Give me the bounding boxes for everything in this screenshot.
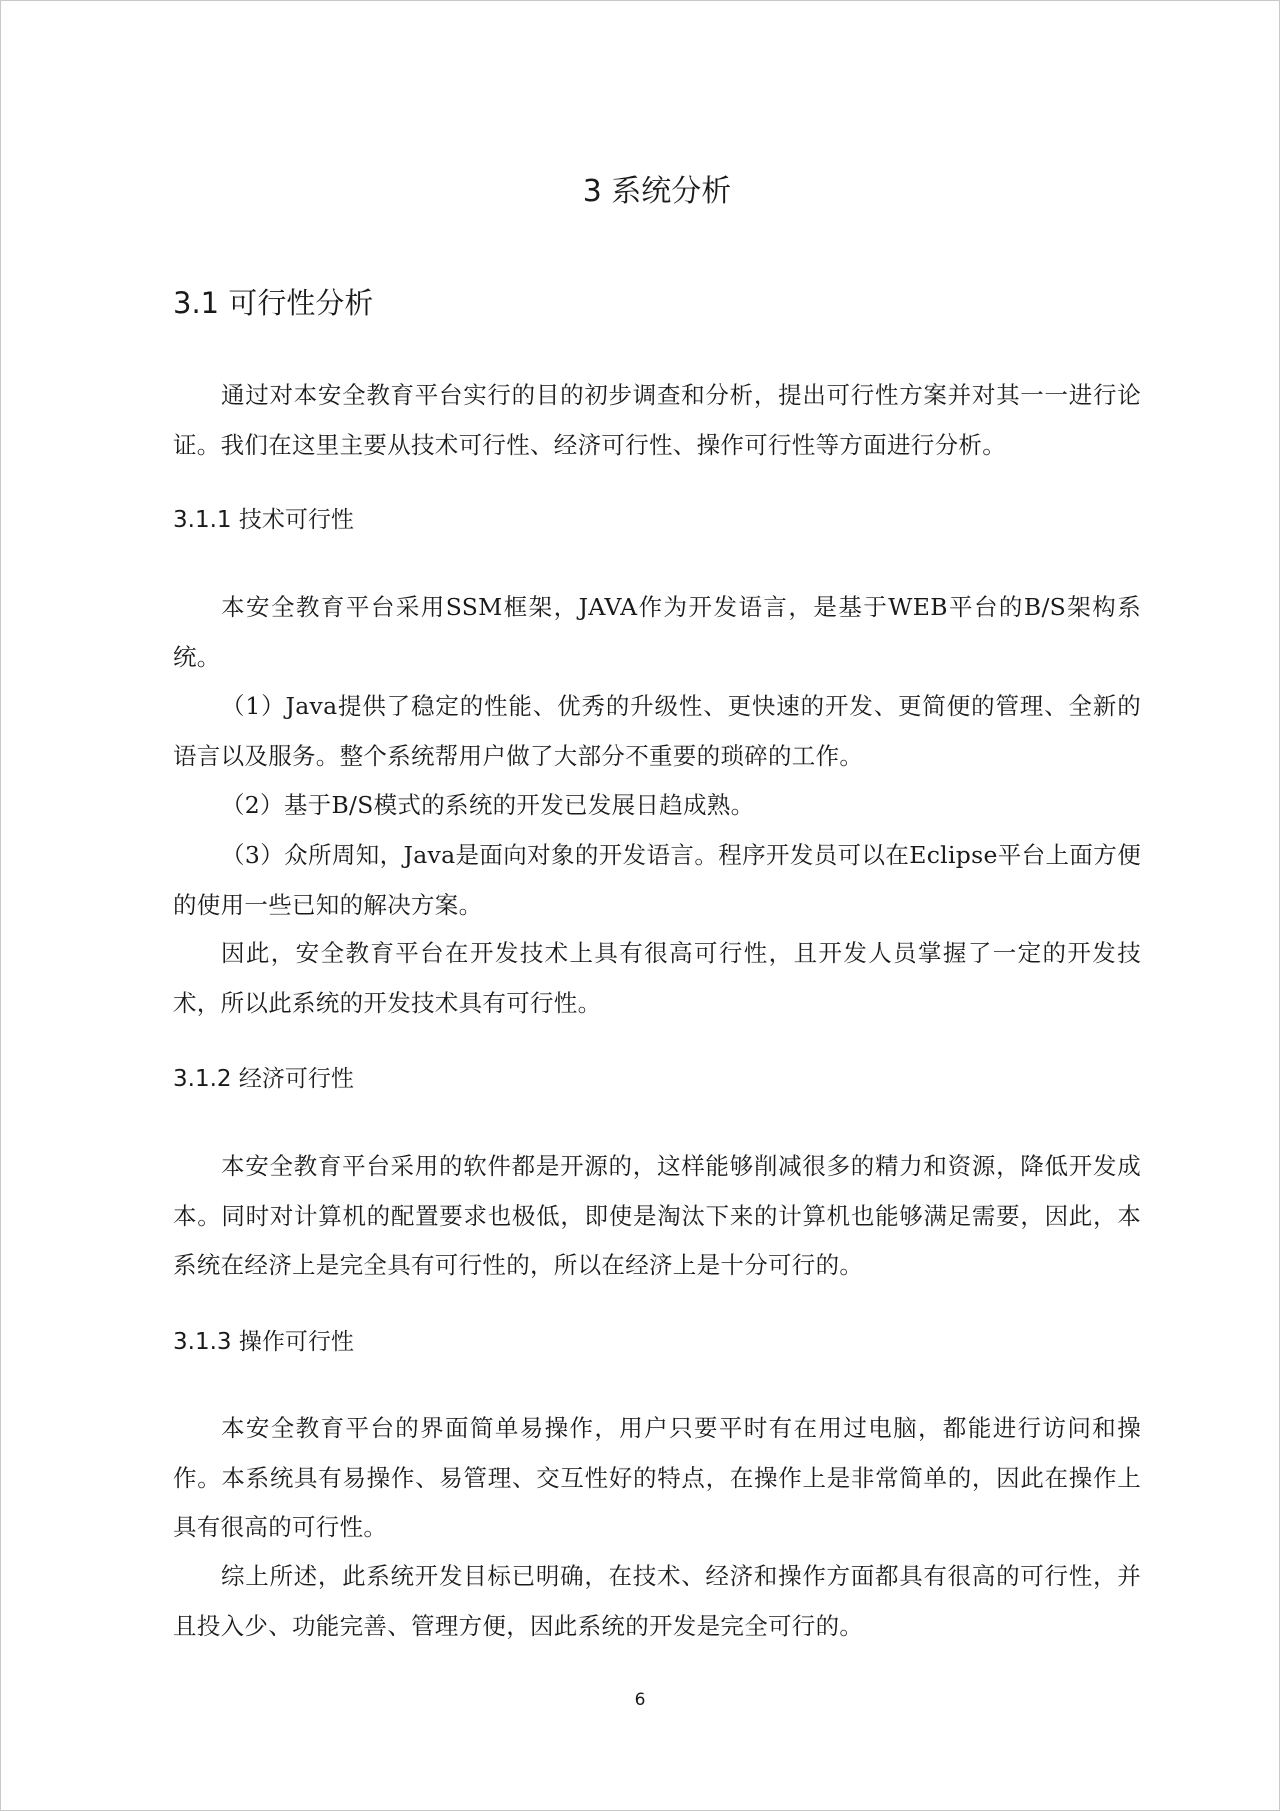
technical-paragraph-3: （2）基于B/S模式的系统的开发已发展日趋成熟。	[221, 791, 755, 819]
economic-paragraph-1: 本安全教育平台采用的软件都是开源的，这样能够削减很多的精力和资源，降低开发成本。同时对计算机的配置要求也极低，即使是淘汰下来的计算机也能够满足需要，因此，本系统在经济上是完全具有可行性的，所以在经济上是十分可行的。	[173, 1152, 1141, 1279]
technical-paragraph-2: （1）Java提供了稳定的性能、优秀的升级性、更快速的开发、更简便的管理、全新的语言以及服务。整个系统帮用户做了大部分不重要的琐碎的工作。	[173, 692, 1141, 770]
technical-paragraph-5: 因此，安全教育平台在开发技术上具有很高可行性，且开发人员掌握了一定的开发技术，所以此系统的开发技术具有可行性。	[173, 939, 1141, 1017]
subsection-title-technical: 3.1.1 技术可行性	[173, 507, 354, 533]
page-number: 6	[634, 1690, 646, 1710]
operational-paragraph-2: 综上所述，此系统开发目标已明确，在技术、经济和操作方面都具有很高的可行性，并且投入少、功能完善、管理方便，因此系统的开发是完全可行的。	[173, 1562, 1141, 1640]
technical-paragraph-4: （3）众所周知，Java是面向对象的开发语言。程序开发员可以在Eclipse平台上面方便的使用一些已知的解决方案。	[173, 841, 1141, 919]
technical-paragraph-1: 本安全教育平台采用SSM框架，JAVA作为开发语言，是基于WEB平台的B/S架构系统。	[173, 593, 1141, 671]
section-title: 3.1 可行性分析	[173, 286, 374, 320]
subsection-title-economic: 3.1.2 经济可行性	[173, 1066, 354, 1092]
intro-paragraph: 通过对本安全教育平台实行的目的初步调查和分析，提出可行性方案并对其一一进行论证。我们在这里主要从技术可行性、经济可行性、操作可行性等方面进行分析。	[173, 381, 1141, 459]
operational-paragraph-1: 本安全教育平台的界面简单易操作，用户只要平时有在用过电脑，都能进行访问和操作。本系统具有易操作、易管理、交互性好的特点，在操作上是非常简单的，因此在操作上具有很高的可行性。	[173, 1414, 1141, 1541]
subsection-title-operational: 3.1.3 操作可行性	[173, 1329, 354, 1355]
chapter-title: 3 系统分析	[582, 174, 732, 209]
